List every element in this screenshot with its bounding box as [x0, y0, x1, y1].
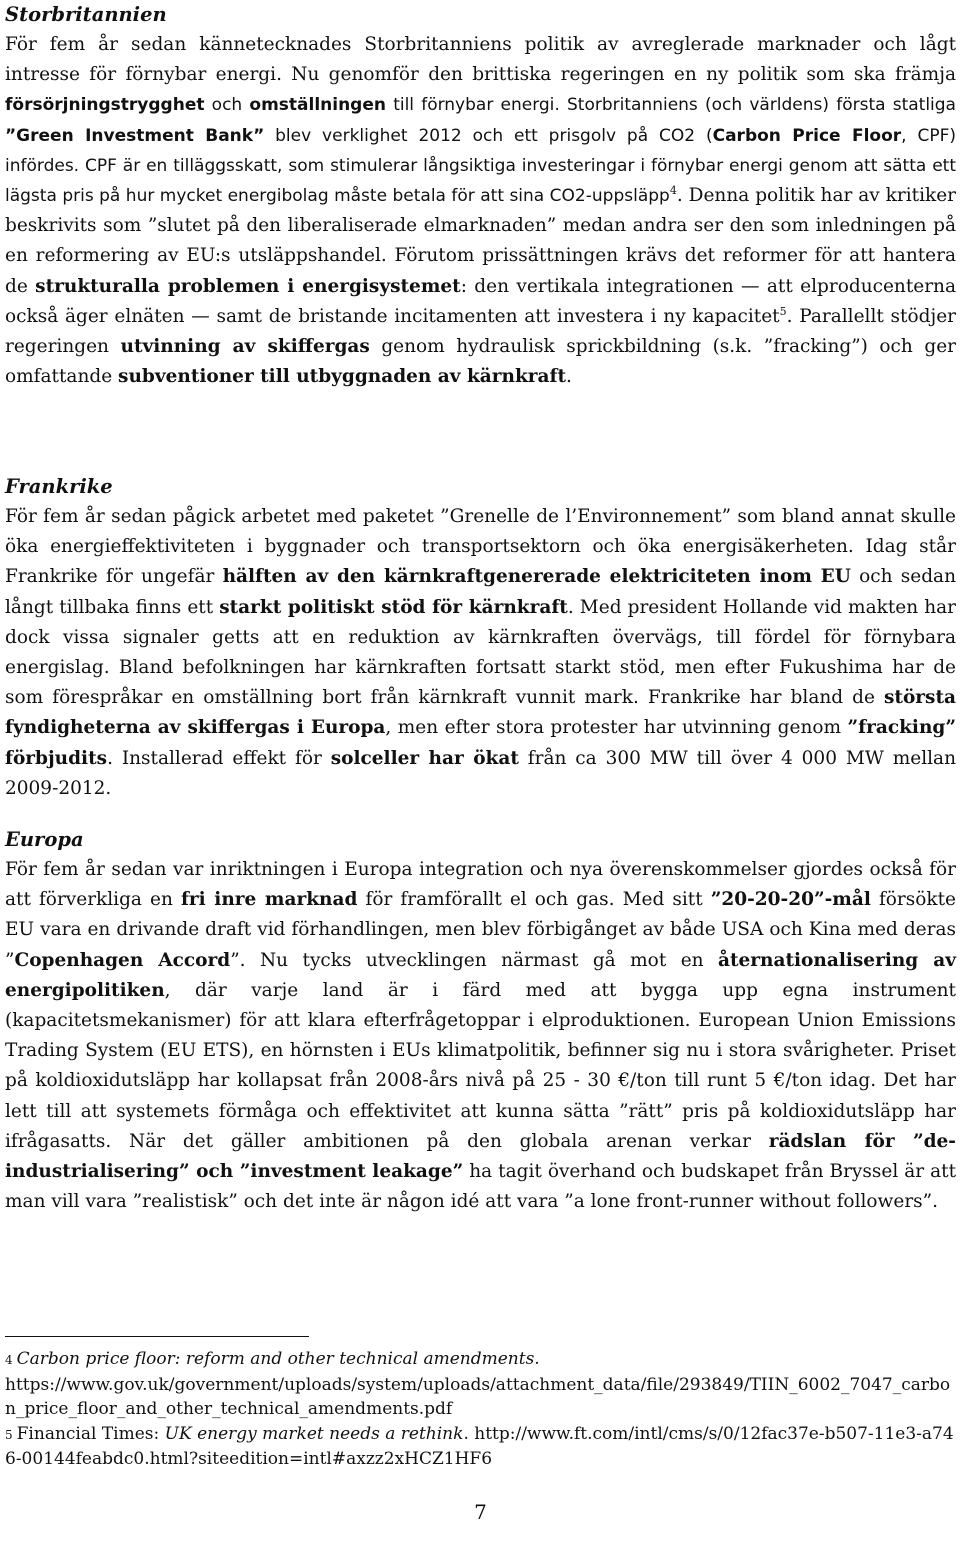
bold-phrase: ”20-20-20”-mål	[710, 889, 871, 911]
text-run: . Denna politik har av kritiker beskrivits som ”slutet på den liberaliserade elmarknaden” medan andra ser den som inledningen på en reformering av EU:s utsläppshandel. Förutom prissättningen krävs det reformer för att hantera de	[5, 185, 956, 297]
bold-phrase: ”fracking” förbjudits	[5, 717, 956, 769]
section-heading: Frankrike	[5, 475, 113, 498]
text-run: från ca 300 MW till över 4 000 MW mellan 2009-2012.	[5, 747, 956, 799]
text-run: ”. Nu tycks utvecklingen närmast gå mot en	[230, 949, 718, 971]
text-run: och sedan långt tillbaka finns ett	[5, 566, 956, 618]
footnote-title: Carbon price floor: reform and other technical amendments.	[16, 1349, 540, 1369]
text-run: För fem år sedan kännetecknades Storbritanniens politik av avreglerade marknader och lågt intresse för förnybar energi. Nu genomför den brittiska regeringen en ny politik som ska främja	[5, 34, 956, 86]
text-run: och	[204, 95, 250, 116]
text-run: till förnybar energi. Storbritanniens (och världens) första statliga	[386, 95, 956, 116]
footnotes	[5, 1336, 956, 1472]
section-europa	[5, 825, 956, 1217]
bold-phrase: åternationalisering av energipolitiken	[5, 949, 956, 1001]
footnote-4	[5, 1347, 956, 1422]
footnote-5	[5, 1422, 956, 1472]
bold-phrase: ”Green Investment Bank”	[5, 125, 265, 146]
text-run: genom hydraulisk sprickbildning (s.k. ”fracking”) och ger omfattande	[5, 336, 956, 388]
footnote-number: 4	[5, 1353, 13, 1367]
section-storbritannien	[5, 0, 956, 392]
text-run: .	[566, 366, 572, 388]
section-heading: Europa	[5, 828, 84, 851]
section-frankrike	[5, 472, 956, 804]
text-run: : den vertikala integrationen — att elproducenterna också äger elnäten — samt de bristande incitamenten att investera i ny kapacitet	[5, 275, 956, 327]
bold-phrase: Carbon Price Floor	[712, 125, 902, 146]
text-run: . Parallellt stödjer regeringen	[5, 305, 956, 358]
bold-phrase: Copenhagen Accord	[14, 949, 231, 971]
footnote-divider	[5, 1336, 309, 1337]
footnote-link[interactable]: https://www.gov.uk/government/uploads/system/uploads/attachment_data/file/293849/TIIN_6002_7047_carbon_price_floor_and_other_technical_amendments.pdf	[5, 1374, 951, 1419]
text-run: försökte EU vara en drivande draft vid förhandlingen, men blev förbigånget av både USA och Kina med deras ”	[5, 889, 956, 971]
bold-phrase: rädslan för ”de-industrialisering” och ”investment leakage”	[5, 1130, 956, 1183]
text-run: , där varje land är i färd med att bygga upp egna instrument (kapacitetsmekanismer) för att klara efterfrågetoppar i elproduktionen. European Union Emissions Trading System (EU ETS), en hörnsten i EUs klimatpolitik, befinner sig nu i stora svårigheter. Priset på koldioxidutsläpp har kollapsat från 2008-års nivå på 25 - 30 €/ton till runt 5 €/ton idag. Det har lett till att systemets förmåga och effektivitet att kunna sätta ”rätt” pris på koldioxidutsläpp har ifrågasatts. När det gäller ambitionen på den globala arenan verkar	[5, 979, 956, 1152]
footnote-ref[interactable]: 4	[669, 183, 677, 197]
bold-phrase: största fyndigheterna av skiffergas i Europa	[5, 687, 956, 739]
section-heading: Storbritannien	[5, 3, 167, 26]
footnote-ref[interactable]: 5	[779, 304, 787, 318]
footnote-separator: .	[463, 1423, 475, 1444]
footnote-source: Financial Times:	[16, 1423, 165, 1444]
bold-phrase: omställningen	[249, 95, 386, 116]
text-run: För fem år sedan var inriktningen i Europa integration och nya överenskommelser gjordes också för att förverkliga en	[5, 859, 956, 911]
footnote-title: UK energy market needs a rethink	[164, 1423, 464, 1444]
text-run: För fem år sedan pågick arbetet med paketet ”Grenelle de l’Environnement” som bland annat skulle öka energieffektiviteten i byggnader och transportsektorn och öka energisäkerheten. Idag står Frankrike för ungefär	[5, 506, 956, 588]
bold-phrase: fri inre marknad	[180, 889, 358, 911]
text-run: . Med president Hollande vid makten har dock vissa signaler getts att en reduktion av kärnkraften övervägs, till fördel för förnybara energislag. Bland befolkningen har kärnkraften fortsatt starkt stöd, men efter Fukushima har de som förespråkar en omställning bort från kärnkraft vunnit mark. Frankrike har bland de	[5, 596, 957, 709]
footnote-link[interactable]: http://www.ft.com/intl/cms/s/0/12fac37e-b507-11e3-a746-00144feabdc0.html?siteedition=intl#axzz2xHCZ1HF6	[5, 1423, 954, 1469]
bold-phrase: starkt politiskt stöd för kärnkraft	[219, 596, 568, 618]
text-run: för framförallt el och gas. Med sitt	[357, 889, 711, 911]
text-run: ha tagit överhand och budskapet från Bryssel är att man vill vara ”realistisk” och det inte är någon idé att vara ”a lone front-runner without followers”.	[5, 1161, 956, 1213]
bold-phrase: hälften av den kärnkraftgenererade elektriciteten inom EU	[222, 566, 851, 588]
footnote-number: 5	[5, 1427, 13, 1442]
bold-phrase: utvinning av skiffergas	[120, 336, 370, 358]
bold-phrase: försörjningstrygghet	[5, 95, 205, 116]
section-paragraph	[5, 855, 956, 1217]
text-run: , men efter stora protester har utvinning genom	[385, 717, 848, 739]
bold-phrase: solceller har ökat	[330, 747, 519, 769]
text-run: , CPF) infördes. CPF är en tilläggsskatt, som stimulerar långsiktiga investeringar i förnybar energi genom att sätta ett lägsta pris på hur mycket energibolag måste betala för att sina CO2-uppsläpp	[5, 125, 956, 207]
section-paragraph	[5, 30, 956, 392]
text-run: . Installerad effekt för	[107, 747, 331, 769]
bold-phrase: strukturalla problemen i energisystemet	[35, 275, 461, 297]
section-paragraph	[5, 502, 956, 804]
text-run: blev verklighet 2012 och ett prisgolv på CO2 (	[264, 125, 713, 146]
page-number: 7	[474, 1500, 487, 1524]
bold-phrase: subventioner till utbyggnaden av kärnkraft	[118, 366, 567, 388]
